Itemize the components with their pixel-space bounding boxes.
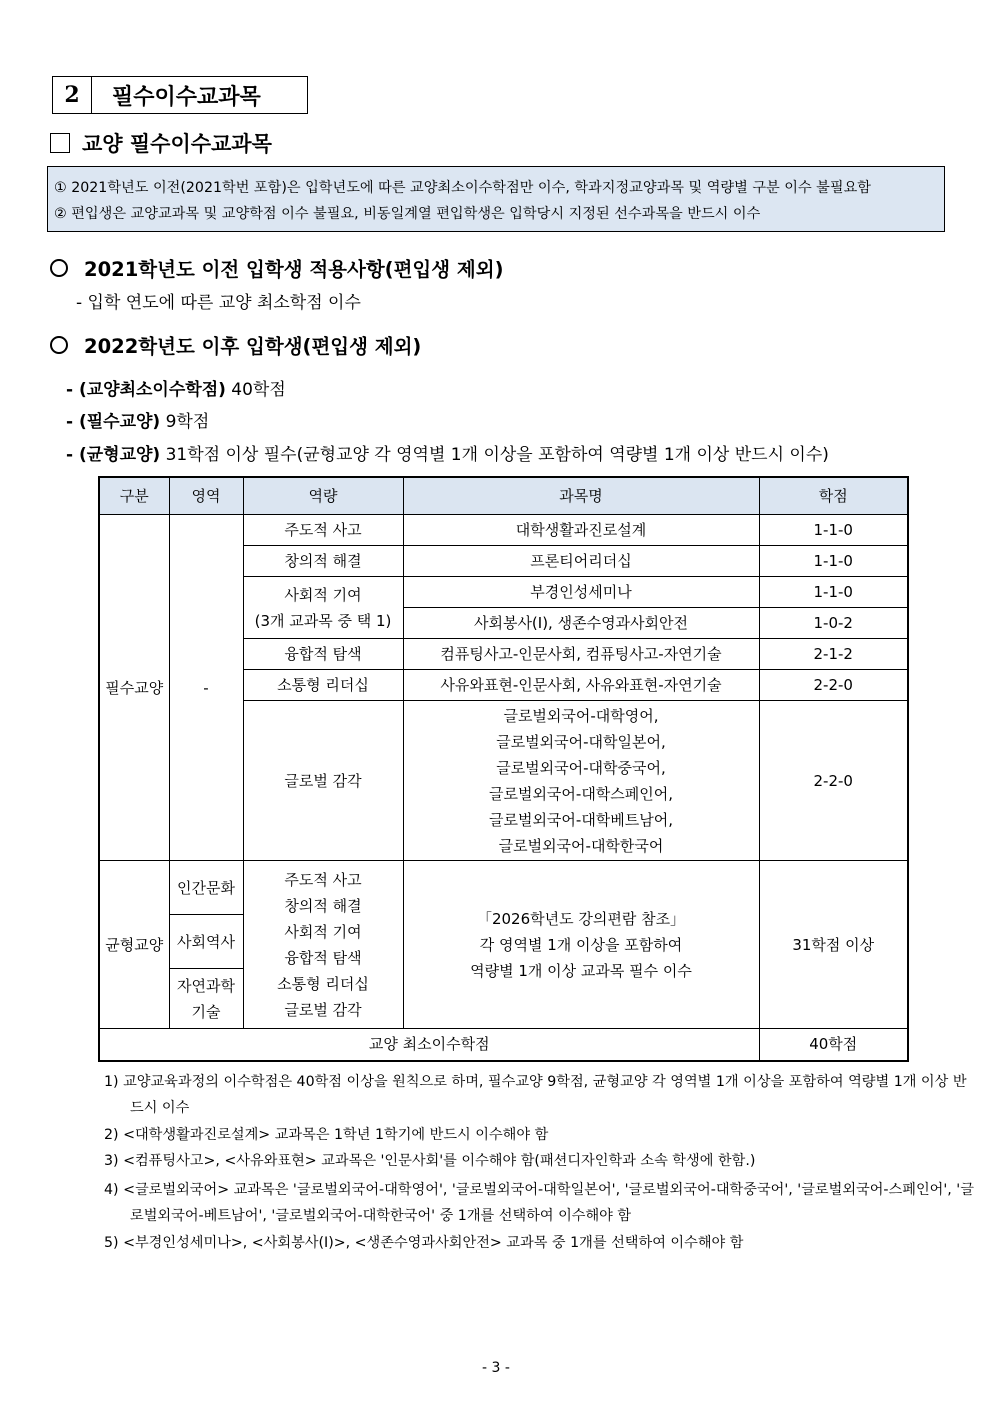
competency-cell: 소통형 리더십 bbox=[243, 670, 403, 701]
category-required: 필수교양 bbox=[99, 515, 169, 861]
heading-2021 bbox=[50, 254, 503, 282]
credit-cell: 2-2-0 bbox=[759, 670, 908, 701]
section-title: 필수이수교과목 bbox=[112, 84, 261, 110]
credit-cell: 1-1-0 bbox=[759, 577, 908, 608]
course-cell: 사회봉사(Ⅰ), 생존수영과사회안전 bbox=[403, 608, 759, 639]
item-2021: - 입학 연도에 따른 교양 최소학점 이수 bbox=[76, 293, 361, 313]
competency-list: 주도적 사고 창의적 해결 사회적 기여 융합적 탐색 소통형 리더십 글로벌 감각 bbox=[243, 861, 403, 1029]
header-credit: 학점 bbox=[759, 477, 908, 515]
category-balanced: 균형교양 bbox=[99, 861, 169, 1029]
footnote-3: 3) <컴퓨팅사고>, <사유와표현> 교과목은 '인문사회'를 이수해야 함(패션디자인학과 소속 학생에 한함.) bbox=[104, 1153, 756, 1169]
table-total-row bbox=[99, 1029, 908, 1061]
notice-line-2: ② 편입생은 교양교과목 및 교양학점 이수 불필요, 비동일계열 편입학생은 입학당시 지정된 선수과목을 반드시 이수 bbox=[54, 206, 761, 222]
subheading bbox=[50, 128, 272, 158]
header-course: 과목명 bbox=[403, 477, 759, 515]
course-cell: 컴퓨팅사고-인문사회, 컴퓨팅사고-자연기술 bbox=[403, 639, 759, 670]
footnote-4: 4) <글로벌외국어> 교과목은 '글로벌외국어-대학영어', '글로벌외국어-대학일본어', '글로벌외국어-대학중국어', '글로벌외국어-스페인어', '글로벌외국어-베트남어', '글로벌외국어-대학한국어' 중 1개를 선택하여 이수해야 함 bbox=[104, 1182, 974, 1224]
competency-cell: 글로벌 감각 bbox=[243, 701, 403, 861]
course-cell: 사유와표현-인문사회, 사유와표현-자연기술 bbox=[403, 670, 759, 701]
credit-balanced: 31학점 이상 bbox=[759, 861, 908, 1029]
circle-bullet-icon bbox=[50, 259, 68, 277]
area-required: - bbox=[169, 515, 243, 861]
credit-cell: 1-1-0 bbox=[759, 515, 908, 546]
item-2022-min: - (교양최소이수학점) 40학점 bbox=[66, 380, 286, 400]
heading-2022 bbox=[50, 331, 421, 359]
course-cell: 프론티어리더십 bbox=[403, 546, 759, 577]
footnote-5: 5) <부경인성세미나>, <사회봉사(Ⅰ)>, <생존수영과사회안전> 교과목 중 1개를 선택하여 이수해야 함 bbox=[104, 1235, 744, 1251]
page-number: - 3 - bbox=[482, 1360, 510, 1376]
subheading-text: 교양 필수이수교과목 bbox=[82, 132, 272, 156]
heading-2022-text: 2022학년도 이후 입학생(편입생 제외) bbox=[84, 335, 422, 358]
footnote-2: 2) <대학생활과진로설계> 교과목은 1학년 1학기에 반드시 이수해야 함 bbox=[104, 1127, 549, 1143]
competency-cell: 사회적 기여 (3개 교과목 중 택 1) bbox=[243, 577, 403, 639]
notice-line-1: ① 2021학년도 이전(2021학번 포함)은 입학년도에 따른 교양최소이수학점만 이수, 학과지정교양과목 및 역량별 구분 이수 불필요함 bbox=[54, 180, 871, 196]
table-row bbox=[99, 515, 908, 546]
header-category: 구분 bbox=[99, 477, 169, 515]
course-cell: 부경인성세미나 bbox=[403, 577, 759, 608]
course-reference: 「2026학년도 강의편람 참조」 각 영역별 1개 이상을 포함하여 역량별 1개 이상 교과목 필수 이수 bbox=[403, 861, 759, 1029]
credit-cell: 1-1-0 bbox=[759, 546, 908, 577]
heading-2021-text: 2021학년도 이전 입학생 적용사항(편입생 제외) bbox=[84, 258, 504, 281]
competency-cell: 주도적 사고 bbox=[243, 515, 403, 546]
credit-cell: 2-1-2 bbox=[759, 639, 908, 670]
section-header bbox=[52, 76, 308, 114]
total-label: 교양 최소이수학점 bbox=[99, 1029, 759, 1061]
checkbox-square-icon bbox=[50, 133, 70, 153]
item-2022-required: - (필수교양) 9학점 bbox=[66, 412, 210, 432]
table-row bbox=[99, 861, 908, 915]
table-header-row bbox=[99, 477, 908, 515]
course-cell: 글로벌외국어-대학영어, 글로벌외국어-대학일본어, 글로벌외국어-대학중국어, 글로벌외국어-대학스페인어, 글로벌외국어-대학베트남어, 글로벌외국어-대학한국어 bbox=[403, 701, 759, 861]
circle-bullet-icon bbox=[50, 336, 68, 354]
course-cell: 대학생활과진로설계 bbox=[403, 515, 759, 546]
header-competency: 역량 bbox=[243, 477, 403, 515]
area-cell: 인간문화 bbox=[169, 861, 243, 915]
credit-cell: 1-0-2 bbox=[759, 608, 908, 639]
area-cell: 사회역사 bbox=[169, 915, 243, 969]
section-number: 2 bbox=[53, 77, 92, 113]
notice-box bbox=[47, 166, 945, 232]
courses-table bbox=[98, 476, 909, 1062]
area-cell: 자연과학 기술 bbox=[169, 969, 243, 1029]
competency-cell: 창의적 해결 bbox=[243, 546, 403, 577]
competency-cell: 융합적 탐색 bbox=[243, 639, 403, 670]
header-area: 영역 bbox=[169, 477, 243, 515]
footnote-1: 1) 교양교육과정의 이수학점은 40학점 이상을 원칙으로 하며, 필수교양 9학점, 균형교양 각 영역별 1개 이상을 포함하여 역량별 1개 이상 반드시 이수 bbox=[104, 1074, 967, 1116]
credit-cell: 2-2-0 bbox=[759, 701, 908, 861]
item-2022-balanced: - (균형교양) 31학점 이상 필수(균형교양 각 영역별 1개 이상을 포함하여 역량별 1개 이상 반드시 이수) bbox=[66, 445, 829, 465]
total-credit: 40학점 bbox=[759, 1029, 908, 1061]
